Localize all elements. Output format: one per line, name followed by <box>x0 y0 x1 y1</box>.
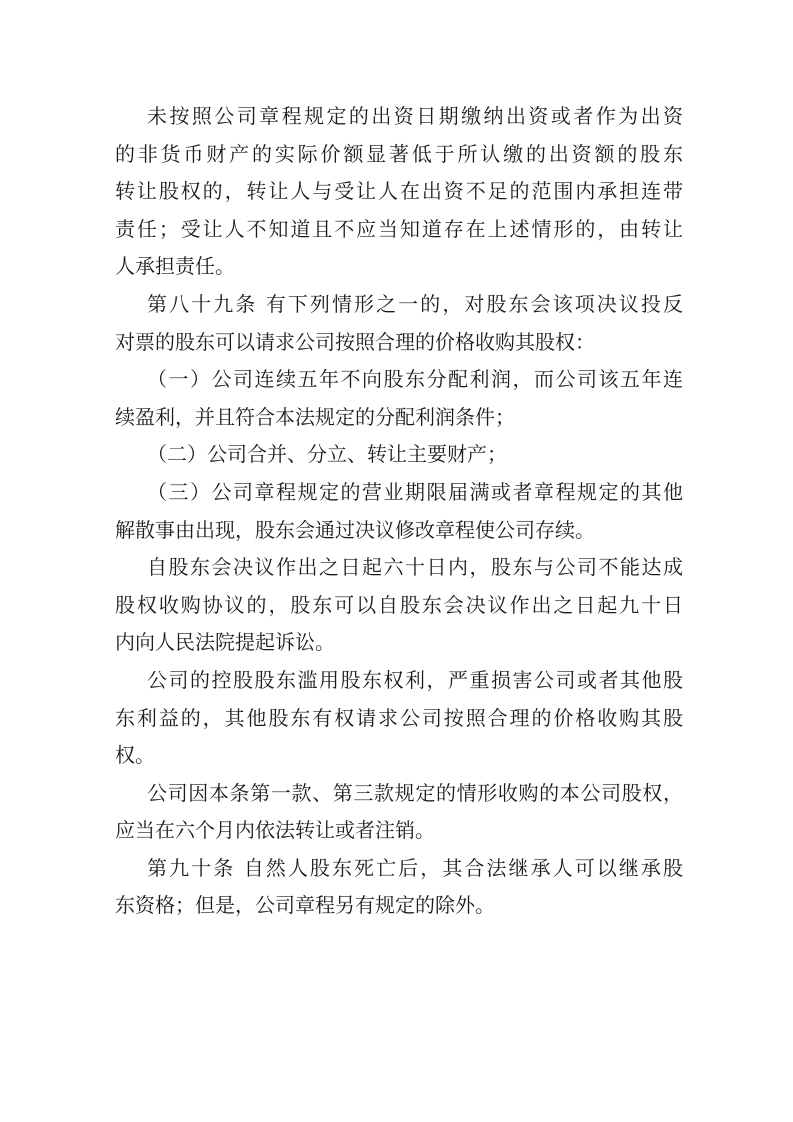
document-body <box>115 98 683 925</box>
text-line: 责任；受让人不知道且不应当知道存在上述情形的，由转让 <box>115 216 683 241</box>
text-line: 东利益的，其他股东有权请求公司按照合理的价格收购其股 <box>115 705 683 730</box>
text-line: 权。 <box>115 743 155 768</box>
text-line: 应当在六个月内依法转让或者注销。 <box>115 818 435 843</box>
text-line: 对票的股东可以请求公司按照合理的价格收购其股权： <box>115 329 595 354</box>
list-item-1: （一）公司连续五年不向股东分配利润，而公司该五年连 <box>147 367 683 392</box>
text-line: 自股东会决议作出之日起六十日内，股东与公司不能达成 <box>147 555 683 580</box>
article-89-heading-line: 第八十九条 有下列情形之一的，对股东会该项决议投反 <box>147 291 683 316</box>
text-line: 内向人民法院提起诉讼。 <box>115 630 335 655</box>
text-line: 续盈利，并且符合本法规定的分配利润条件； <box>115 404 515 429</box>
text-line: 转让股权的，转让人与受让人在出资不足的范围内承担连带 <box>115 179 683 204</box>
text-line: 东资格；但是，公司章程另有规定的除外。 <box>115 893 495 918</box>
list-item-3: （三）公司章程规定的营业期限届满或者章程规定的其他 <box>147 479 683 504</box>
text-line: 未按照公司章程规定的出资日期缴纳出资或者作为出资 <box>147 104 683 128</box>
list-item-2: （二）公司合并、分立、转让主要财产； <box>147 442 507 467</box>
article-90-heading-line: 第九十条 自然人股东死亡后，其合法继承人可以继承股 <box>147 855 683 880</box>
text-line: 公司的控股股东滥用股东权利，严重损害公司或者其他股 <box>147 667 683 692</box>
text-line: 的非货币财产的实际价额显著低于所认缴的出资额的股东 <box>115 141 683 166</box>
text-line: 解散事由出现，股东会通过决议修改章程使公司存续。 <box>115 517 595 542</box>
text-line: 股权收购协议的，股东可以自股东会决议作出之日起九十日 <box>115 592 683 617</box>
text-line: 人承担责任。 <box>115 254 235 279</box>
text-line: 公司因本条第一款、第三款规定的情形收购的本公司股权， <box>147 780 683 805</box>
